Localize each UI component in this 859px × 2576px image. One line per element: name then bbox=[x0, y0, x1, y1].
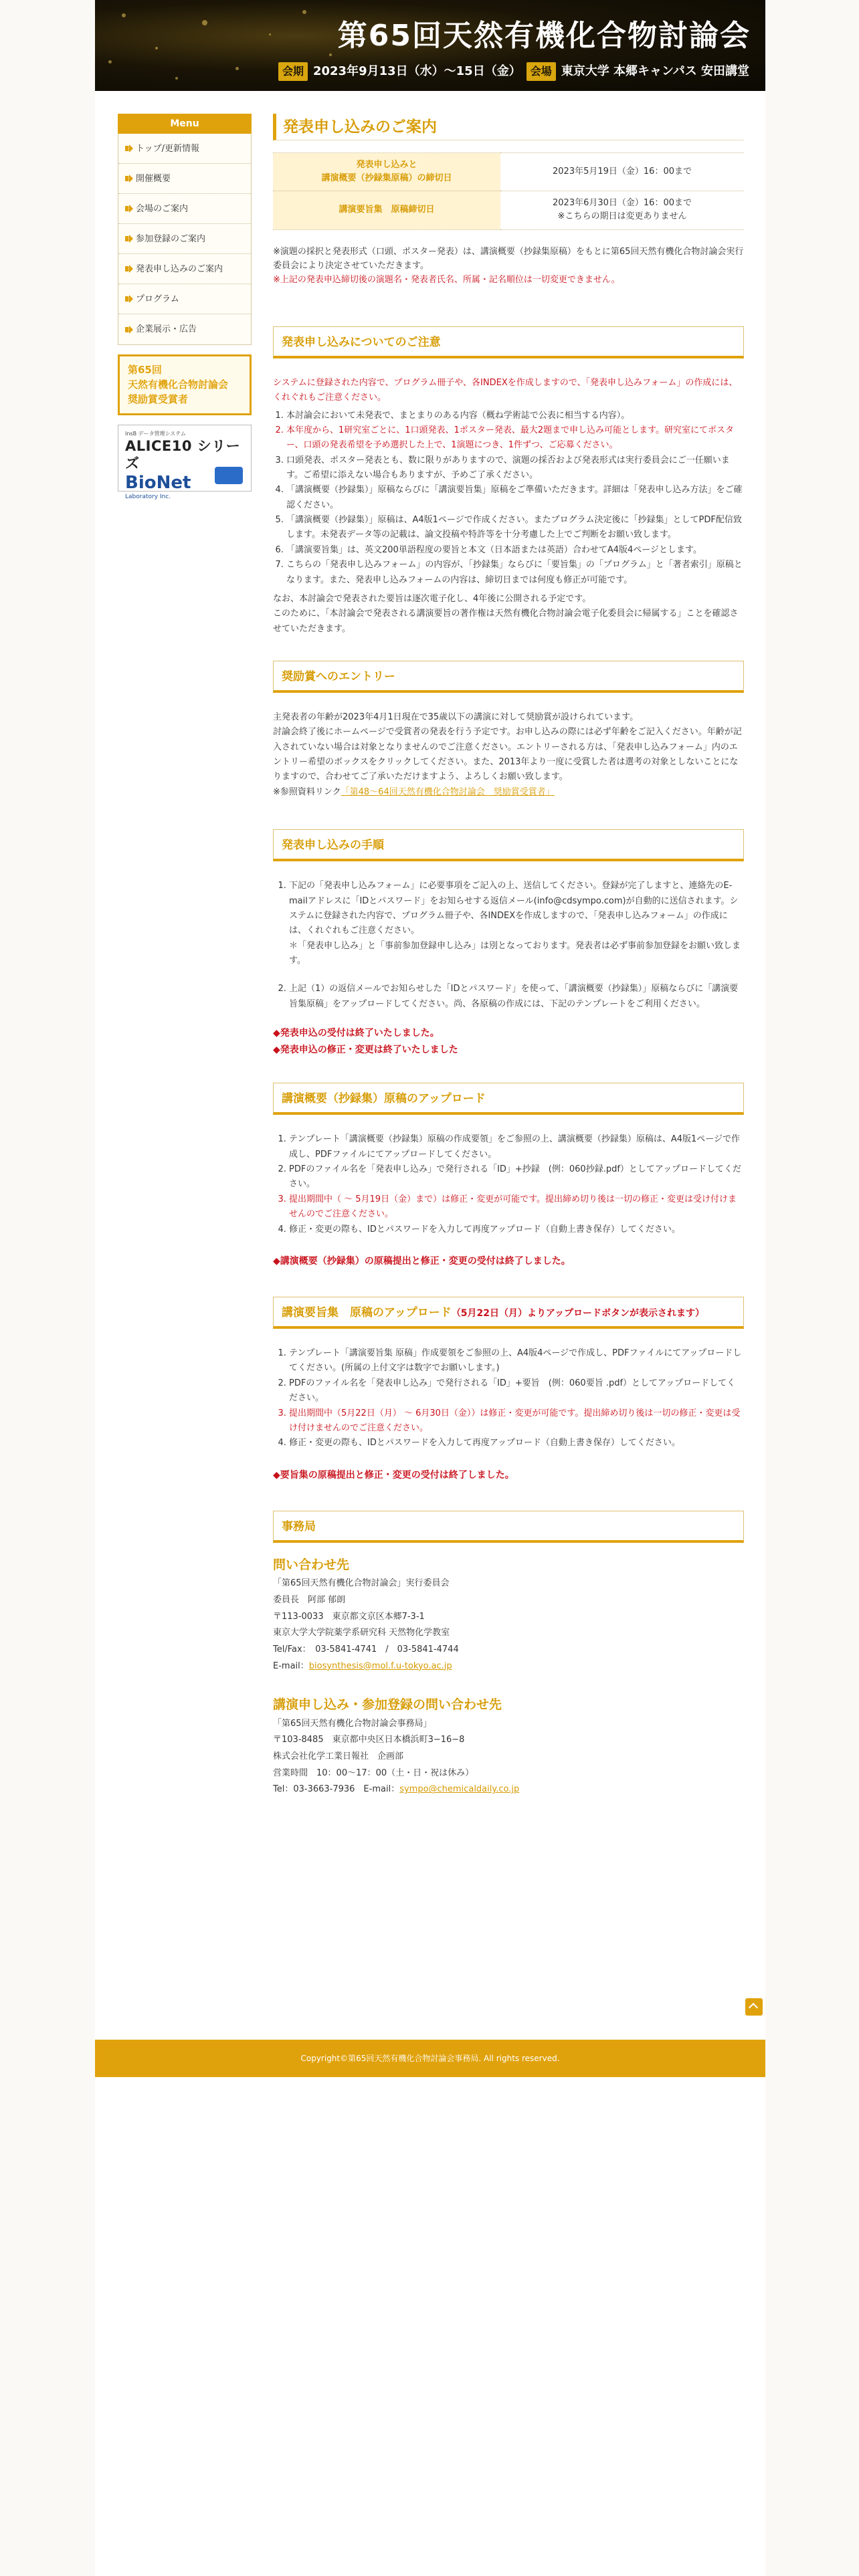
sidebar-item-label: 開催概要 bbox=[136, 173, 171, 184]
sidebar-item-overview[interactable] bbox=[118, 164, 251, 194]
ad-alice-text: ALICE10 シリーズ bbox=[125, 438, 241, 471]
list-item: 2. PDFのファイル名を「発表申し込み」で発行される「ID」+要旨 (例：060要旨 .pdf）としてアップロードしてください。 bbox=[289, 1376, 744, 1406]
contact-line: 委員長 阿部 郁朗 bbox=[273, 1594, 346, 1605]
contact-line: 「第65回天然有機化合物討論会」実行委員会 bbox=[273, 1578, 450, 1589]
list-item: 4. 修正・変更の際も、IDとパスワードを入力して再度アップロード（自動上書き保存）してください。 bbox=[289, 1222, 744, 1237]
contact-line: 株式会社化学工業日報社 企画部 bbox=[273, 1751, 404, 1761]
section-title-note: （5月22日（月）よりアップロードボタンが表示されます） bbox=[451, 1308, 705, 1319]
notes-lead: システムに登録された内容で、プログラム冊子や、各INDEXを作成しますので、「発表申し込みフォーム」の作成には、くれぐれもご注意ください。 bbox=[273, 377, 738, 403]
sidebar-item-venue[interactable] bbox=[118, 194, 251, 224]
contact-line: 「第65回天然有機化合物討論会事務局」 bbox=[273, 1718, 432, 1729]
main-content bbox=[273, 114, 744, 1798]
award-ref bbox=[273, 785, 744, 800]
contact-title: 問い合わせ先 bbox=[273, 1557, 350, 1572]
sidebar-item-label: プログラム bbox=[136, 294, 179, 304]
abstract-upload-list bbox=[273, 1132, 744, 1237]
contact-title: 講演申し込み・参加登録の問い合わせ先 bbox=[273, 1697, 502, 1713]
arrow-right-icon bbox=[125, 176, 132, 181]
email-label: E-mail： bbox=[273, 1660, 309, 1671]
section-heading-office: 事務局 bbox=[273, 1511, 744, 1543]
sidebar-item-exhibition[interactable] bbox=[118, 314, 251, 344]
section-heading-notes: 発表申し込みについてのご注意 bbox=[273, 326, 744, 358]
list-item: 3. 提出期間中（ 〜 5月19日（金）まで）は修正・変更が可能です。提出締め切り後は一切の修正・変更は受け付けませんのでご注意ください。 bbox=[289, 1192, 744, 1222]
list-item: 2. PDFのファイル名を「発表申し込み」で発行される「ID」+抄録 (例：060抄録.pdf）としてアップロードしてください。 bbox=[289, 1162, 744, 1192]
contact-line: 〒113-0033 東京都文京区本郷7-3-1 bbox=[273, 1611, 425, 1622]
ad-lab-text: Laboratory Inc. bbox=[125, 494, 171, 501]
contact-email-link[interactable]: sympo@chemicaldaily.co.jp bbox=[399, 1784, 520, 1795]
notice-closed-2: ◆発表申込の修正・変更は終了いたしました bbox=[273, 1045, 458, 1056]
award-ref-prefix: ※参照資料リンク bbox=[273, 786, 341, 797]
event-date: 2023年9月13日（水）〜15日（金） bbox=[312, 64, 521, 78]
list-item: 4. 「講演概要（抄録集）」原稿ならびに「講演要旨集」原稿をご準備いただきます。詳細は「発表申し込み方法」をご確認ください。 bbox=[286, 483, 744, 513]
page-title: 発表申し込みのご案内 bbox=[273, 114, 744, 140]
section-title-text: 講演要旨集 原稿のアップロード bbox=[282, 1306, 452, 1320]
list-item: 1. 下記の「発表申し込みフォーム」に必要事項をご記入の上、送信してください。登録が完了しますと、連絡先のE-mailアドレスに「IDとパスワード」をお知らせする返信メール(info@cdsympo.com)が自動的に送信されます。システムに登録された内容で、プログラム冊子や、各INDEXを作成しますので、「発表申し込みフォーム」の作成には、くれぐれもご注意ください。 ＊「発表申し込み」と「事前参加登録申し込み」は別となっております。発表者は必ず事前参加登録をお願い致します。 bbox=[289, 879, 744, 968]
contact-email-line bbox=[273, 1782, 744, 1798]
sidebar bbox=[118, 114, 252, 501]
list-item: 2. 上記（1）の返信メールでお知らせした「IDとパスワード」を使って、「講演概要（抄録集）」原稿ならびに「講演要旨集原稿」をアップロードしてください。尚、各原稿の作成には、下記のテンプレートをご利用ください。 bbox=[289, 982, 744, 1012]
contact-block bbox=[273, 1716, 744, 1798]
arrow-right-icon bbox=[125, 236, 132, 241]
list-item: 6. 「講演要旨集」は、英文200単語程度の要旨と本文（日本語または英語）合わせてA4版4ページとします。 bbox=[286, 543, 744, 558]
menu-title: Menu bbox=[118, 114, 252, 134]
ad-banner[interactable] bbox=[118, 425, 252, 501]
footer bbox=[95, 2040, 765, 2077]
list-item: 3. 提出期間中（5月22日（月） 〜 6月30日（金））は修正・変更が可能です。提出締め切り後は一切の修正・変更は受け付けませんのでご注意ください。 bbox=[289, 1406, 744, 1436]
list-item: 5. 「講演概要（抄録集）」原稿は、A4版1ページで作成ください。またプログラム決定後に「抄録集」としてPDF配信致します。未発表データ等の記載は、論文投稿や特許等を十分考慮した上でご判断をお願い致します。 bbox=[286, 513, 744, 543]
contact-email-line bbox=[273, 1658, 744, 1675]
ad-badge-icon bbox=[215, 467, 243, 484]
award-ref-link[interactable]: 「第48〜64回天然有機化合物討論会 奨励賞受賞者」 bbox=[341, 786, 555, 797]
sidebar-menu bbox=[118, 134, 252, 345]
date-tag: 会期 bbox=[278, 62, 308, 81]
arrow-right-icon bbox=[125, 296, 132, 302]
list-item: 1. 本討論会において未発表で、まとまりのある内容（概ね学術誌で公表に相当する内容）。 bbox=[286, 409, 744, 423]
tel-text: Tel：03-3663-7936 E-mail： bbox=[273, 1784, 400, 1795]
copyright-text: Copyright©第65回天然有機化合物討論会事務局. All rights reserved. bbox=[300, 2054, 560, 2063]
section-heading-award-entry: 奨励賞へのエントリー bbox=[273, 661, 744, 693]
section-heading-abstract-upload: 講演概要（抄録集）原稿のアップロード bbox=[273, 1083, 744, 1115]
contact-line: Tel/Fax： 03-5841-4741 / 03-5841-4744 bbox=[273, 1644, 459, 1654]
sidebar-item-presentation[interactable] bbox=[118, 254, 251, 284]
procedure-list bbox=[273, 879, 744, 1012]
award-entry-body: 主発表者の年齢が2023年4月1日現在で35歳以下の講演に対して奨励賞が設けられています。 討論会終了後にホームページで受賞者の発表を行う予定です。お申し込みの際には必ず年齢をご記入ください。年齢が記入されていない場合は対象となりませんのでご注意ください。エントリーされる方は、「発表申し込みフォーム」内のエントリー希望のボックスをクリックしてください。また、2013年より一度に受賞した者は選考の対象としないことになりますので、合わせてご了承いただけますよう、よろしくお願い致します。 bbox=[273, 712, 742, 782]
arrow-right-icon bbox=[125, 266, 132, 272]
intro-note bbox=[273, 245, 744, 288]
deadline-label: 発表申し込みと 講演概要（抄録集原稿）の締切日 bbox=[273, 153, 500, 191]
award-banner[interactable]: 第65回 天然有機化合物討論会 奨励賞受賞者 bbox=[118, 354, 252, 415]
intro-note-warning: ※上記の発表申込締切後の演題名・発表者氏名、所属・記名順位は一切変更できません。 bbox=[273, 275, 620, 286]
deadline-table bbox=[273, 152, 744, 230]
sidebar-item-label: 企業展示・広告 bbox=[136, 324, 197, 334]
list-item: 1. テンプレート「講演要旨集 原稿」作成要領をご参照の上、A4版4ページで作成し、PDFファイルにてアップロードしてください。(所属の上付文字は数字でお願いします。) bbox=[289, 1346, 744, 1376]
notes-list bbox=[273, 409, 744, 588]
list-item: 2. 本年度から、1研究室ごとに、1口頭発表、1ポスター発表、最大2題まで申し込み可能とします。研究室にてポスター、口頭の発表希望を予め選択した上で、1演題につき、1件ずつ、ご応募ください。 bbox=[286, 423, 744, 453]
ad-small-text: InsB データ管理システム bbox=[125, 431, 186, 437]
deadline-value: 2023年6月30日（金）16：00まで ※こちらの期日は変更ありません bbox=[500, 191, 744, 229]
proceedings-notice: ◆要旨集の原稿提出と修正・変更の受付は終了しました。 bbox=[273, 1469, 514, 1481]
ad-bionet-logo: BioNet bbox=[125, 472, 191, 493]
page bbox=[95, 0, 765, 2576]
back-to-top-button[interactable] bbox=[745, 1998, 763, 2016]
notes-footer: なお、本討論会で発表された要旨は逐次電子化し、4年後に公開される予定です。 このために、「本討論会で発表される講演要旨の著作権は天然有機化合物討論会電子化委員会に帰属する」ことを確認させていただきます。 bbox=[273, 593, 739, 634]
arrow-right-icon bbox=[125, 206, 132, 211]
table-row bbox=[273, 153, 744, 191]
list-item: 7. こちらの「発表申し込みフォーム」の内容が、「抄録集」ならびに「要旨集」の「プログラム」と「著者索引」原稿となります。また、発表申し込みフォームの内容は、締切日までは何度も修正が可能です。 bbox=[286, 558, 744, 588]
sidebar-item-label: トップ/更新情報 bbox=[136, 143, 199, 154]
contact-line: 東京大学大学院薬学系研究科 天然物化学教室 bbox=[273, 1628, 450, 1638]
abstract-notice: ◆講演概要（抄録集）の原稿提出と修正・変更の受付は終了しました。 bbox=[273, 1255, 571, 1267]
site-title: 第65回天然有機化合物討論会 bbox=[337, 19, 751, 53]
arrow-right-icon bbox=[125, 327, 132, 332]
venue-tag: 会場 bbox=[527, 62, 556, 81]
list-item: 4. 修正・変更の際も、IDとパスワードを入力して再度アップロード（自動上書き保存）してください。 bbox=[289, 1436, 744, 1451]
event-venue: 東京大学 本郷キャンパス 安田講堂 bbox=[561, 64, 749, 78]
header-info bbox=[278, 62, 749, 82]
table-row bbox=[273, 191, 744, 229]
sidebar-item-registration[interactable] bbox=[118, 224, 251, 254]
procedure-notice bbox=[273, 1025, 744, 1059]
contact-line: 〒103-8485 東京都中央区日本橋浜町3−16−8 bbox=[273, 1735, 465, 1745]
contact-block bbox=[273, 1576, 744, 1675]
section-heading-procedure: 発表申し込みの手順 bbox=[273, 829, 744, 861]
deadline-value: 2023年5月19日（金）16：00まで bbox=[500, 153, 744, 191]
list-item: 1. テンプレート「講演概要（抄録集）原稿の作成要領」をご参照の上、講演概要（抄録集）原稿は、A4版1ページで作成し、PDFファイルにてアップロードしてください。 bbox=[289, 1132, 744, 1162]
section-heading-proceedings-upload bbox=[273, 1297, 744, 1329]
deadline-label: 講演要旨集 原稿締切日 bbox=[273, 191, 500, 229]
intro-note-text: ※演題の採択と発表形式（口頭、ポスター発表）は、講演概要（抄録集原稿）をもとに第65回天然有機化合物討論会実行委員会により決定させていただきます。 bbox=[273, 246, 744, 271]
sidebar-item-program[interactable] bbox=[118, 284, 251, 314]
header-banner bbox=[95, 0, 765, 91]
arrow-right-icon bbox=[125, 146, 132, 151]
contact-email-link[interactable]: biosynthesis@mol.f.u-tokyo.ac.jp bbox=[308, 1660, 452, 1671]
sidebar-item-label: 参加登録のご案内 bbox=[136, 233, 206, 244]
list-item: 3. 口頭発表、ポスター発表とも、数に限りがありますので、演題の採否および発表形式は実行委員会にご一任願います。ご希望に添えない場合もありますが、予めご了承ください。 bbox=[286, 453, 744, 484]
contact-line: 営業時間 10：00〜17：00（土・日・祝は休み） bbox=[273, 1767, 474, 1778]
notice-closed-1: ◆発表申込の受付は終了いたしました。 bbox=[273, 1028, 440, 1039]
sidebar-item-label: 会場のご案内 bbox=[136, 203, 189, 214]
proceedings-upload-list bbox=[273, 1346, 744, 1451]
sidebar-item-label: 発表申し込みのご案内 bbox=[136, 263, 223, 274]
sidebar-item-top[interactable] bbox=[118, 134, 251, 164]
